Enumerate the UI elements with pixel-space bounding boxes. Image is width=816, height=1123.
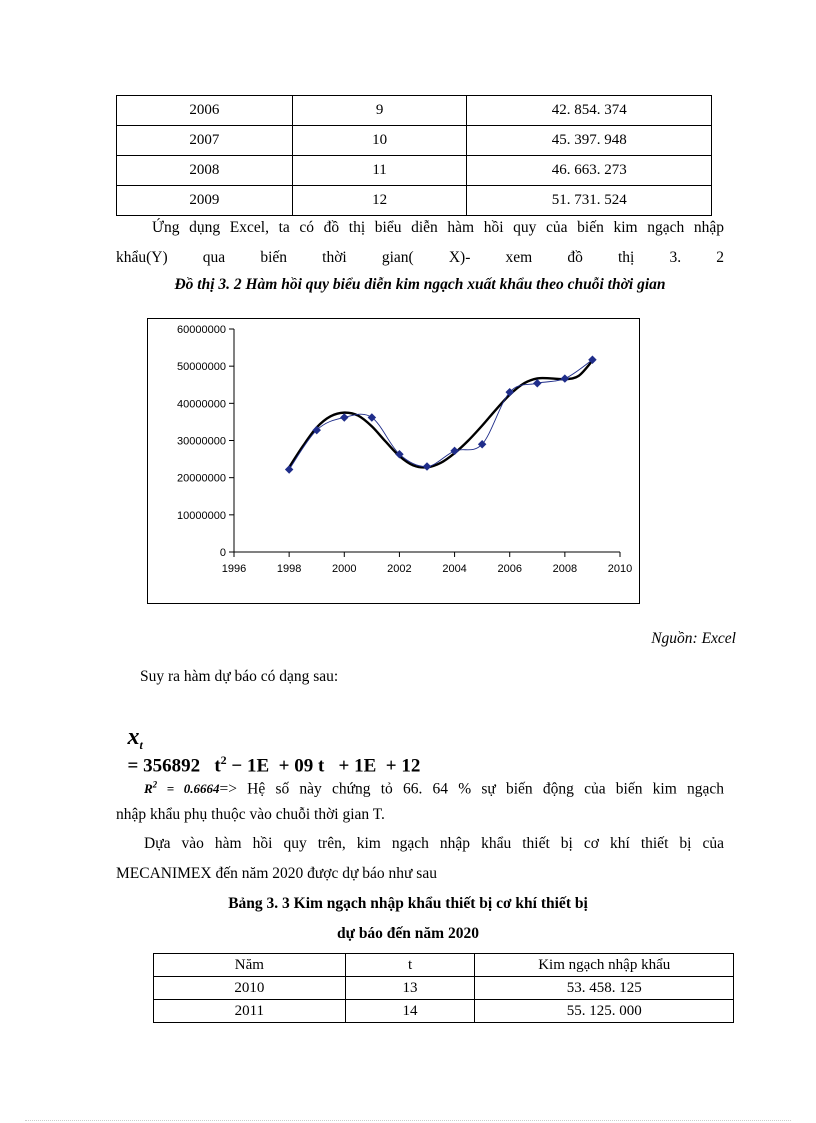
table-title: Bảng 3. 3 Kim ngạch nhập khẩu thiết bị cơ khí thiết bị bbox=[228, 895, 588, 912]
value-cell: 45. 397. 948 bbox=[467, 126, 712, 156]
y-tick-label: 50000000 bbox=[177, 361, 226, 374]
paragraph-excel bbox=[116, 213, 724, 273]
data-point bbox=[285, 465, 293, 473]
t-cell: 12 bbox=[292, 186, 467, 216]
x-tick-label: 1998 bbox=[276, 563, 302, 575]
page-footer-divider bbox=[25, 1120, 791, 1121]
y-tick-label: 10000000 bbox=[177, 509, 226, 522]
x-tick-label: 2002 bbox=[387, 563, 412, 575]
paragraph-forecast bbox=[116, 829, 724, 859]
value-cell: 53. 458. 125 bbox=[475, 977, 734, 1000]
x-tick-label: 2010 bbox=[607, 563, 633, 575]
x-tick-label: 2006 bbox=[497, 563, 522, 575]
header-value: Kim ngạch nhập khẩu bbox=[475, 954, 734, 977]
table-row bbox=[154, 1000, 734, 1023]
x-tick-label: 2000 bbox=[332, 563, 357, 575]
forecast-table bbox=[153, 953, 734, 1023]
table-row bbox=[117, 126, 712, 156]
formula-exponent: 2 bbox=[220, 752, 227, 767]
x-tick-label: 1996 bbox=[221, 563, 247, 575]
y-tick-label: 30000000 bbox=[177, 435, 226, 448]
paragraph-line: khẩu(Y) qua biến thời gian( X)- xem đồ thị 3. 2 bbox=[116, 249, 724, 266]
data-point bbox=[340, 413, 348, 421]
t-cell: 9 bbox=[292, 96, 467, 126]
paragraph-line: Dựa vào hàm hồi quy trên, kim ngạch nhập khẩu thiết bị cơ khí thiết bị của bbox=[144, 835, 724, 852]
table-row bbox=[117, 96, 712, 126]
source-note: Nguồn: Excel bbox=[651, 630, 736, 647]
t-cell: 10 bbox=[292, 126, 467, 156]
table-header-row bbox=[154, 954, 734, 977]
regression-formula bbox=[118, 702, 420, 777]
regression-chart bbox=[148, 319, 639, 603]
table-subtitle: dự báo đến năm 2020 bbox=[337, 925, 479, 942]
header-year: Năm bbox=[154, 954, 346, 977]
data-point bbox=[450, 447, 458, 455]
x-tick-label: 2008 bbox=[552, 563, 578, 575]
year-cell: 2007 bbox=[117, 126, 293, 156]
t-cell: 11 bbox=[292, 156, 467, 186]
formula-rest: − 1E + 09 t + 1E + 12 bbox=[226, 755, 421, 777]
y-tick-label: 60000000 bbox=[177, 324, 226, 336]
year-cell: 2006 bbox=[117, 96, 293, 126]
data-point bbox=[423, 462, 431, 470]
year-cell: 2011 bbox=[154, 1000, 346, 1023]
formula-lhs-subscript: t bbox=[139, 737, 143, 752]
table-row bbox=[117, 186, 712, 216]
header-t: t bbox=[345, 954, 475, 977]
table-row bbox=[117, 156, 712, 186]
paragraph-line: MECANIMEX đến năm 2020 được dự báo như sau bbox=[116, 865, 437, 882]
r2-text: => Hệ số này chứng tỏ 66. 64 % sự biến động của biến kim ngạch bbox=[219, 780, 724, 798]
paragraph-forecast-intro: Suy ra hàm dự báo có dạng sau: bbox=[140, 668, 339, 685]
paragraph-line: nhập khẩu phụ thuộc vào chuỗi thời gian T. bbox=[116, 806, 385, 823]
chart-frame bbox=[147, 318, 640, 604]
value-cell: 46. 663. 273 bbox=[467, 156, 712, 186]
table-row bbox=[154, 977, 734, 1000]
r2-label: $R^2 = 0.6664$ bbox=[144, 780, 220, 797]
value-cell: 42. 854. 374 bbox=[467, 96, 712, 126]
value-cell: 55. 125. 000 bbox=[475, 1000, 734, 1023]
value-cell: 51. 731. 524 bbox=[467, 186, 712, 216]
t-cell: 13 bbox=[345, 977, 475, 1000]
year-cell: 2010 bbox=[154, 977, 346, 1000]
formula-lhs: x bbox=[127, 724, 140, 750]
paragraph-line: Ứng dụng Excel, ta có đồ thị biểu diễn hàm hồi quy của biến kim ngạch nhập bbox=[152, 219, 724, 236]
chart-caption: Đồ thị 3. 2 Hàm hồi quy biểu diễn kim ngạch xuất khẩu theo chuỗi thời gian bbox=[174, 276, 666, 293]
year-cell: 2008 bbox=[117, 156, 293, 186]
y-tick-label: 20000000 bbox=[177, 472, 226, 485]
y-tick-label: 40000000 bbox=[177, 398, 226, 411]
y-tick-label: 0 bbox=[219, 547, 226, 559]
x-tick-label: 2004 bbox=[442, 563, 467, 575]
data-point bbox=[561, 374, 569, 382]
year-cell: 2009 bbox=[117, 186, 293, 216]
trendline bbox=[289, 361, 592, 468]
table-top bbox=[116, 95, 712, 216]
t-cell: 14 bbox=[345, 1000, 475, 1023]
formula-rhs: = 356892 t bbox=[127, 755, 221, 777]
